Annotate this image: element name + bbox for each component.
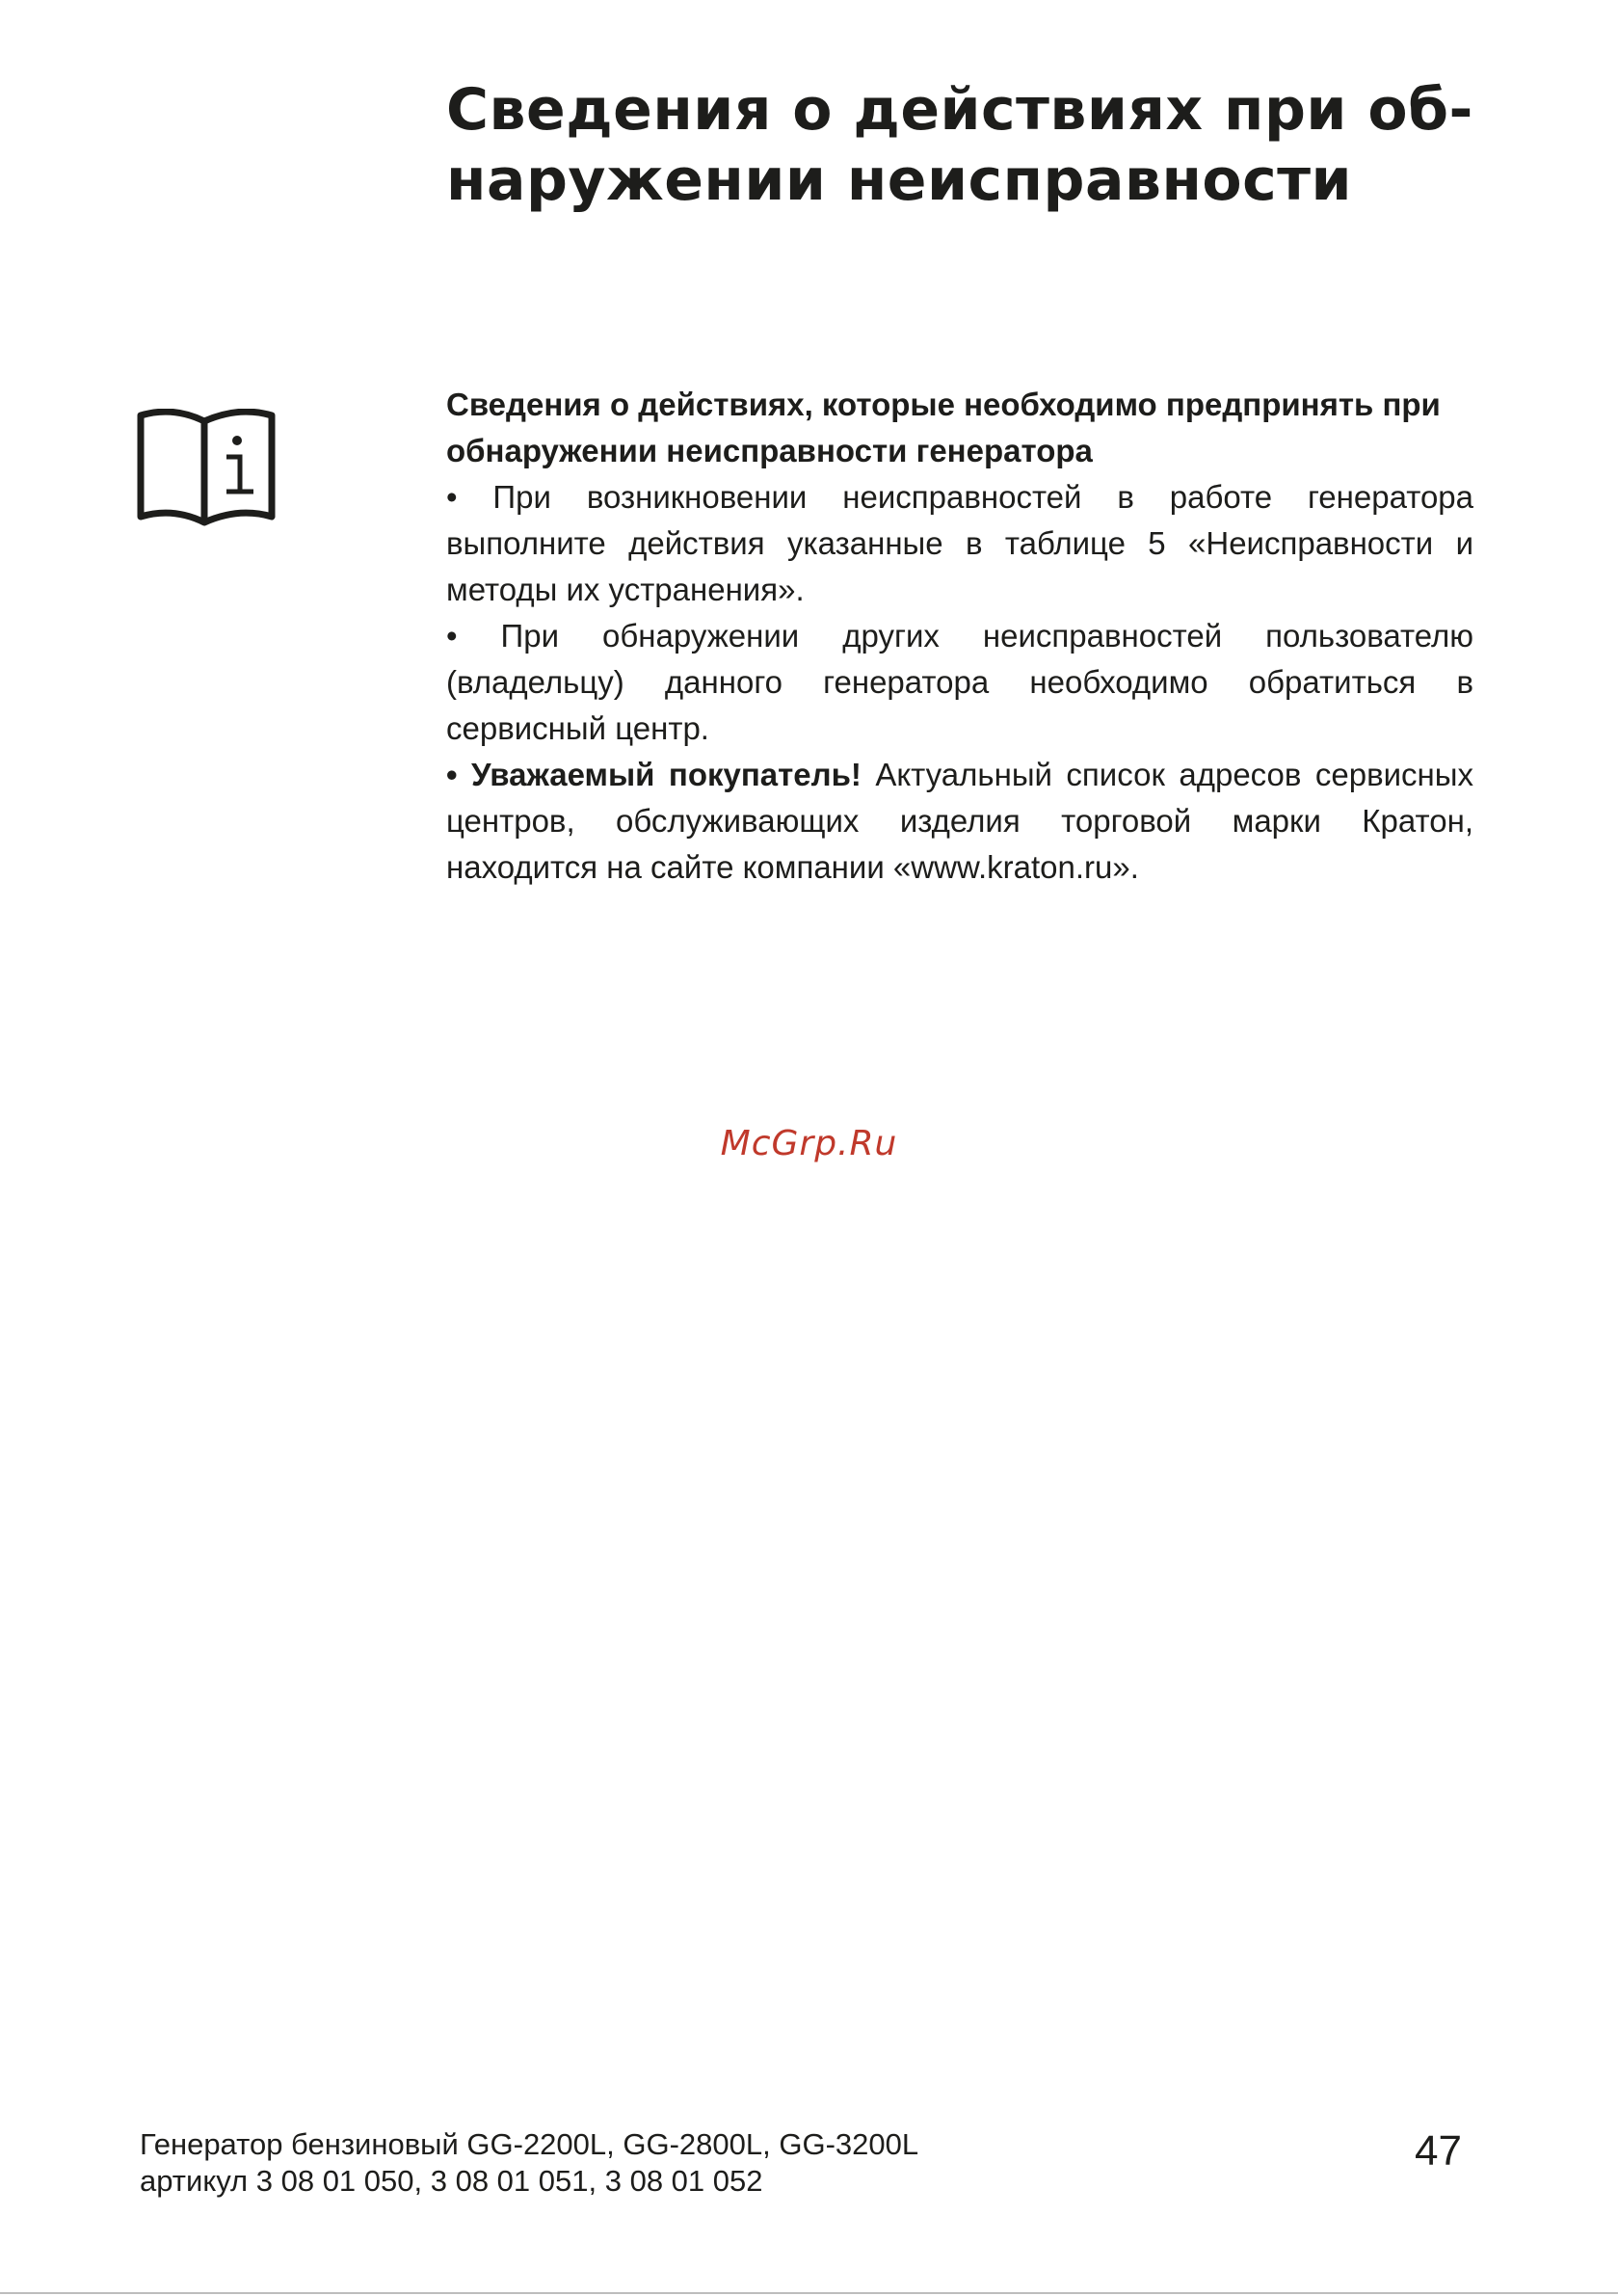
customer-greeting: • Уважаемый покупатель!	[446, 757, 862, 792]
watermark: McGrp.Ru	[720, 1124, 898, 1163]
service-list-text: Актуальный список адресов сервисных центров, обслуживающих изделия торговой марки Кратон, находится на сайте компании «www.kraton.ru».	[446, 757, 1473, 885]
section-subheading: Сведения о действиях, которые необходимо предпринять при обнаружении неисправности генератора	[446, 387, 1441, 468]
info-section	[446, 382, 1473, 891]
footer-product-info	[140, 2126, 918, 2200]
footer-article-line: артикул 3 08 01 050, 3 08 01 051, 3 08 01 052	[140, 2164, 763, 2198]
footer-product-line: Генератор бензиновый GG-2200L, GG-2800L, GG-3200L	[140, 2127, 919, 2161]
info-manual-icon	[137, 409, 276, 526]
page-title: Сведения о действиях при об-наружении неисправности	[446, 76, 1473, 214]
bottom-divider	[0, 2292, 1618, 2294]
page-number: 47	[1415, 2127, 1462, 2175]
paragraph-service-center: • При обнаружении других неисправностей пользователю (владельцу) данного генератора необходимо обратиться в сервисный центр.	[446, 618, 1473, 746]
paragraph-service-list	[446, 752, 1473, 891]
paragraph-troubleshooting-table: • При возникновении неисправностей в работе генератора выполните действия указанные в таблице 5 «Неисправности и методы их устранения».	[446, 479, 1473, 607]
